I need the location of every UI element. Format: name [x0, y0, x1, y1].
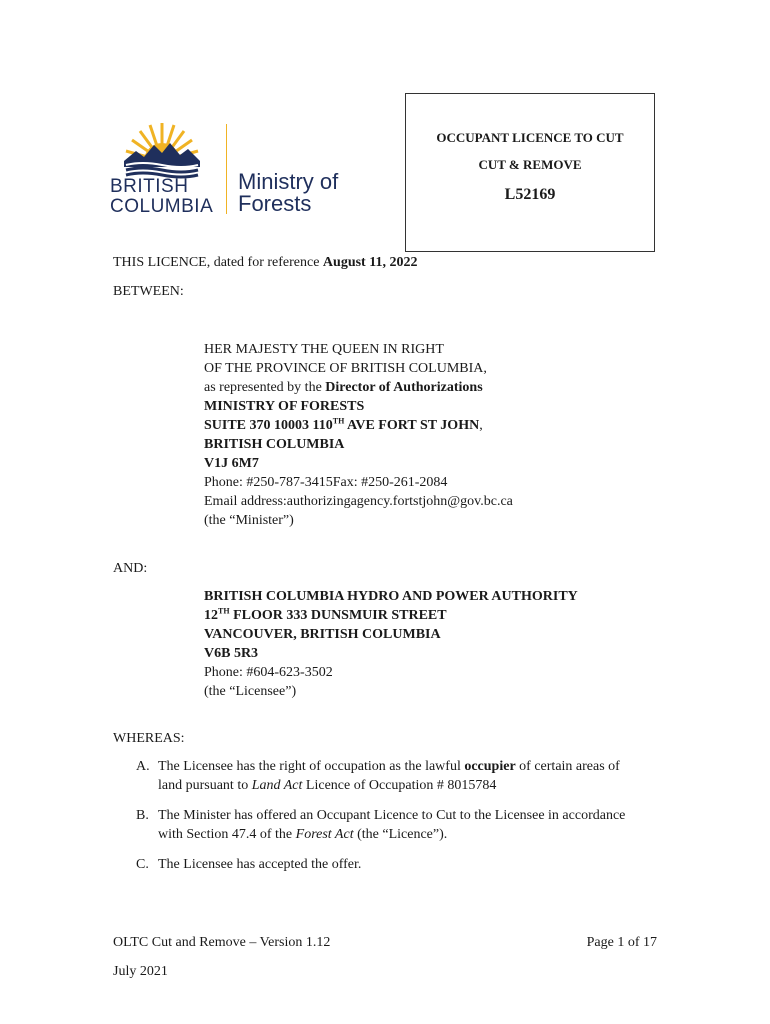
- bc-ministry-logo: [108, 118, 348, 218]
- whereas-a-land-act: Land Act: [251, 778, 303, 793]
- logo-british-text: BRITISH: [110, 176, 189, 197]
- party1-address1-sup: TH: [332, 416, 345, 426]
- whereas-item-b-line2: [158, 825, 656, 844]
- party1-address1: [204, 416, 483, 435]
- whereas-item-b-line1: The Minister has offered an Occupant Licence to Cut to the Licensee in accordance: [158, 808, 626, 823]
- intro-prefix: THIS LICENCE, dated for reference: [113, 255, 323, 270]
- logo-ministry-text: Ministry of: [238, 169, 339, 194]
- whereas-b-line2-prefix: with Section 47.4 of the: [158, 827, 296, 842]
- party1-phone: Phone: #250-787-3415Fax: #250-261-2084: [204, 475, 448, 490]
- between-label: BETWEEN:: [113, 284, 184, 299]
- party2-name: BRITISH COLUMBIA HYDRO AND POWER AUTHORITY: [204, 589, 578, 604]
- party1-ministry: MINISTRY OF FORESTS: [204, 399, 365, 414]
- intro-date: August 11, 2022: [322, 255, 418, 270]
- licence-title: OCCUPANT LICENCE TO CUT: [436, 130, 624, 145]
- party2-address1-b: FLOOR 333 DUNSMUIR STREET: [229, 608, 447, 623]
- party2-phone: Phone: #604-623-3502: [204, 665, 333, 680]
- party1-address1-b: AVE FORT ST JOHN: [344, 418, 480, 433]
- party2-address1-a: 12: [204, 608, 218, 623]
- party1-address1-a: SUITE 370 10003 110: [204, 418, 333, 433]
- party1-alias: (the “Minister”): [204, 513, 294, 528]
- whereas-item-c-line1: The Licensee has accepted the offer.: [158, 857, 362, 872]
- footer-date: July 2021: [113, 964, 168, 979]
- party1-email: Email address:authorizingagency.fortstjohn@gov.bc.ca: [204, 494, 513, 509]
- logo-columbia-text: COLUMBIA: [110, 196, 214, 217]
- party1-postal: V1J 6M7: [204, 456, 259, 471]
- footer-page-number: Page 1 of 17: [586, 935, 657, 950]
- logo-divider: [226, 124, 227, 214]
- bc-sun-mountains-icon: [122, 121, 202, 179]
- and-label: AND:: [113, 561, 148, 576]
- whereas-a-line2-prefix: land pursuant to: [158, 778, 252, 793]
- party2-postal: V6B 5R3: [204, 646, 259, 661]
- party2-address1-sup: TH: [218, 606, 230, 616]
- party2-alias: (the “Licensee”): [204, 684, 297, 699]
- licence-subtitle: CUT & REMOVE: [478, 157, 582, 172]
- intro-line: [113, 253, 417, 272]
- party1-represented: [204, 378, 483, 397]
- whereas-item-a-line2: [158, 776, 656, 795]
- whereas-item-c: [136, 855, 656, 874]
- whereas-item-a-letter: A.: [136, 759, 150, 774]
- whereas-item-b: [136, 806, 656, 844]
- whereas-b-line2-suffix: (the “Licence”).: [353, 827, 448, 842]
- whereas-b-forest-act: Forest Act: [295, 827, 354, 842]
- whereas-a-line1-prefix: The Licensee has the right of occupation as the lawful: [158, 759, 465, 774]
- whereas-label: WHEREAS:: [113, 731, 185, 746]
- whereas-a-line2-suffix: Licence of Occupation # 8015784: [302, 778, 497, 793]
- logo-forests-text: Forests: [238, 191, 312, 216]
- party1-line1: HER MAJESTY THE QUEEN IN RIGHT: [204, 342, 444, 357]
- party1-address2: BRITISH COLUMBIA: [204, 437, 345, 452]
- party1-represented-prefix: as represented by the: [204, 380, 326, 395]
- party2-address2: VANCOUVER, BRITISH COLUMBIA: [204, 627, 441, 642]
- licence-number: L52169: [504, 186, 556, 203]
- whereas-a-occupier: occupier: [464, 759, 516, 774]
- party1-line2: OF THE PROVINCE OF BRITISH COLUMBIA,: [204, 361, 487, 376]
- party1-represented-by: Director of Authorizations: [325, 380, 483, 395]
- party2-address1: [204, 606, 447, 625]
- whereas-item-a: [136, 757, 656, 795]
- footer-version: OLTC Cut and Remove – Version 1.12: [113, 935, 331, 950]
- whereas-item-c-letter: C.: [136, 857, 149, 872]
- whereas-a-line1-suffix: of certain areas of: [515, 759, 620, 774]
- licence-header-box: [405, 93, 655, 252]
- whereas-item-a-line1: [158, 757, 656, 776]
- whereas-item-b-letter: B.: [136, 808, 149, 823]
- party1-address1-c: ,: [479, 418, 483, 433]
